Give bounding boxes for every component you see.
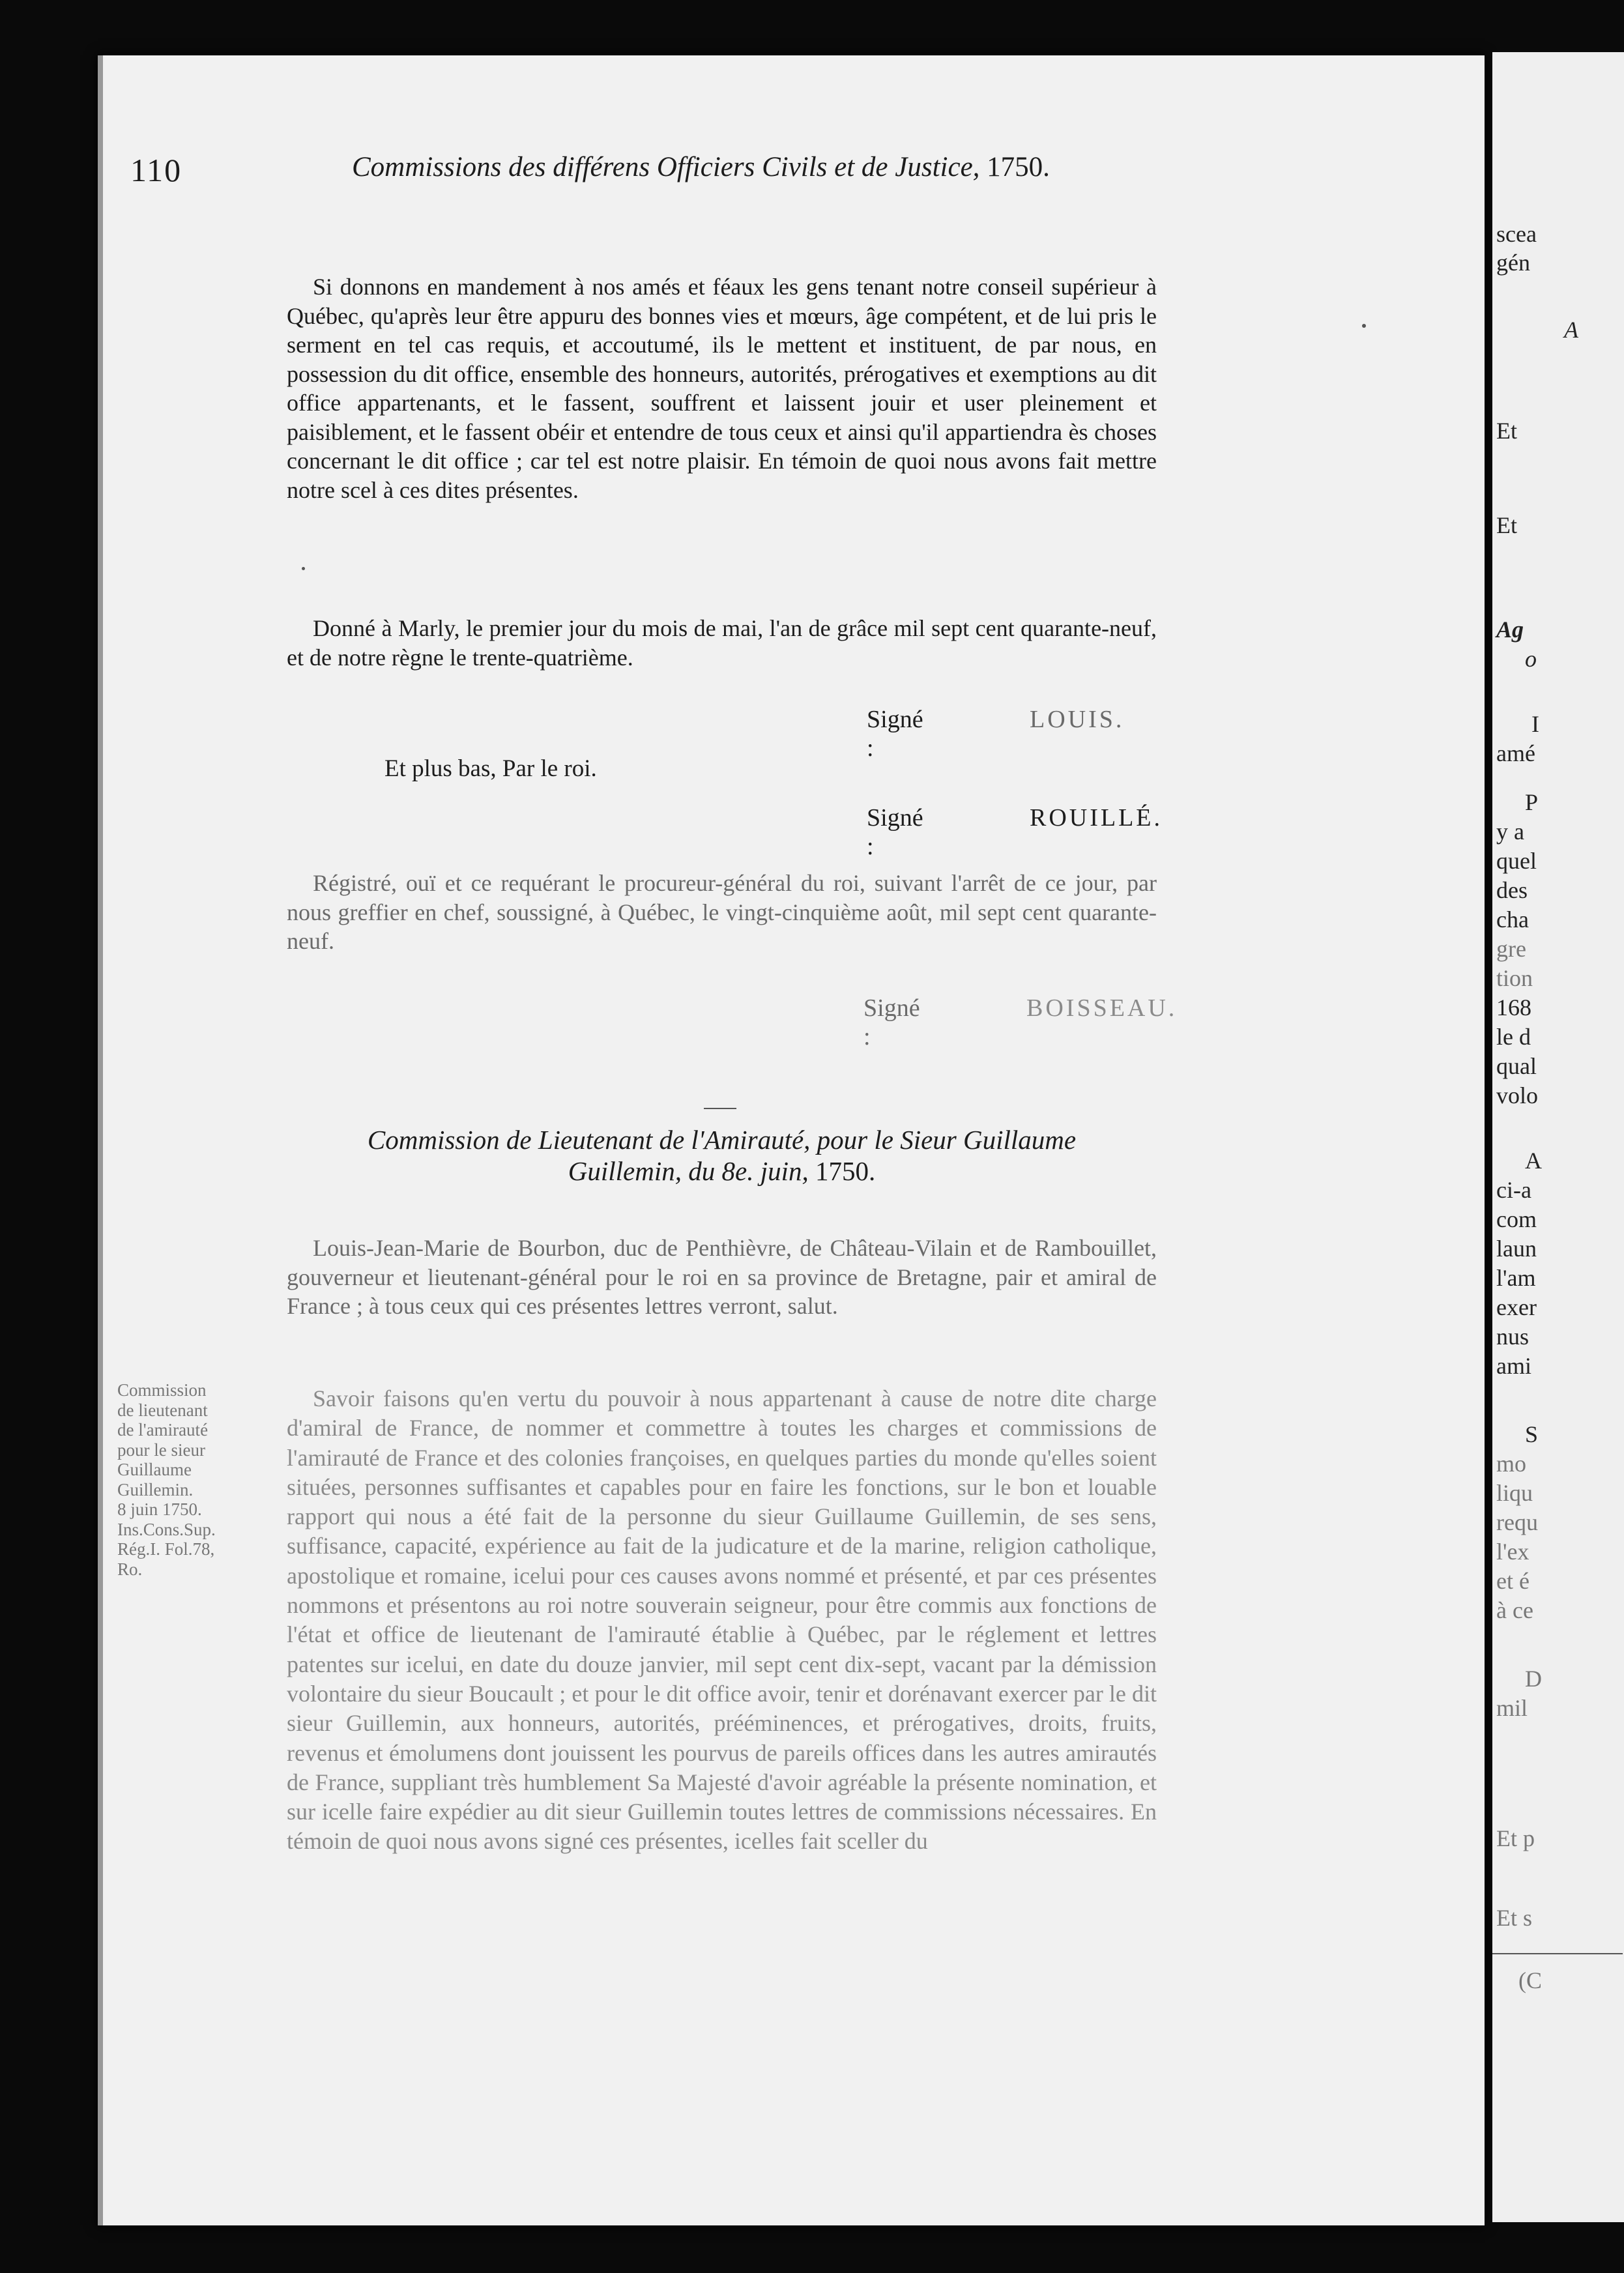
signed-label: Signé : bbox=[867, 804, 923, 860]
section-divider bbox=[704, 1108, 736, 1109]
paragraph-donne-a-marly: Donné à Marly, le premier jour du mois de mai, l'an de grâce mil sept cent quarante-neuf, et de notre règne le trente-quatrième. bbox=[287, 615, 1157, 671]
et-plus-bas: Et plus bas, Par le roi. bbox=[384, 755, 597, 782]
paragraph-mandement: Si donnons en mandement à nos amés et féaux les gens tenant notre conseil supérieur à Québec, qu'après leur être appuru des bonnes vies et mœurs, âge compétent, et de lui pris le serment en tel cas requis, et accoutumé, ils le mettent et instituent, de par nous, en possession du dit office, ensemble des honneurs, autorités, prérogatives et exemptions au dit office appartenants, et le fassent, souffrent et laissent jouir et user pleinement et paisiblement, et le fassent obéir et entendre de tous ceux et ainsi qu'il appartiendra ès choses concernant le dit office ; car tel est notre plaisir. En témoin de quoi nous avons fait mettre notre scel à ces dites présentes. bbox=[287, 274, 1157, 503]
adjacent-page-fragment: scea gén A Et Et Ag o I amé P y a quel des cha gre tion 168 le d qual volo A ci-a com laun l'am exer nus ami S mo liqu requ l'ex et é à ce D mil Et p Et s (C bbox=[1492, 52, 1624, 2222]
section-title-line1: Commission de Lieutenant de l'Amirauté, pour le Sieur Guillaume bbox=[367, 1125, 1077, 1155]
signature-name: ROUILLÉ. bbox=[1030, 804, 1163, 832]
speck bbox=[302, 567, 305, 570]
running-header-year: 1750. bbox=[987, 152, 1050, 182]
paragraph-louis-jean-marie: Louis-Jean-Marie de Bourbon, duc de Penthièvre, de Château-Vilain et de Rambouillet, gouverneur et lieutenant-général pour le roi en sa province de Bretagne, pair et amiral de France ; à tous ceux qui ces présentes lettres verront, salut. bbox=[287, 1235, 1157, 1319]
signature-name: LOUIS. bbox=[1030, 706, 1125, 733]
footnote-rule bbox=[1492, 1953, 1623, 1954]
signed-label: Signé : bbox=[863, 994, 920, 1050]
signed-label: Signé : bbox=[867, 706, 923, 762]
margin-note: Commission de lieutenant de l'amirauté pour le sieur Guillaume Guillemin. 8 juin 1750. Ins.Cons.Sup. Rég.I. Fol.78, Ro. bbox=[117, 1380, 216, 1579]
running-header-title: Commissions des différens Officiers Civils et de Justice, bbox=[352, 152, 980, 182]
signature-name: BOISSEAU. bbox=[1026, 994, 1178, 1022]
section-title-line2: Guillemin, du 8e. juin, 1750. bbox=[568, 1156, 876, 1186]
paragraph-registre: Régistré, ouï et ce requérant le procureur-général du roi, suivant l'arrêt de ce jour, par nous greffier en chef, soussigné, à Québec, le vingt-cinquième août, mil sept cent quarante-neuf. bbox=[287, 870, 1157, 954]
section-title bbox=[287, 1124, 1157, 1187]
page-number: 110 bbox=[130, 152, 182, 188]
running-header bbox=[352, 151, 1277, 183]
paragraph-savoir-faisons: Savoir faisons qu'en vertu du pouvoir à nous appartenant à cause de notre dite charge d'amiral de France, de nommer et commettre à toutes les charges et commissions de l'amirauté de France et des colonies françoises, en quelques parties du monde qu'elles soient situées, personnes suffisantes et capables pour en faire les fonctions, sur le bon et louable rapport qui nous a été fait de la personne du sieur Guillaume Guillemin, de ses sens, suffisance, capacité, expérience au fait de la judicature et de la marine, religion catholique, apostolique et romaine, icelui pour ces causes avons nommé et présenté, et par ces présentes nommons et présentons au roi notre souverain seigneur, pour être commis aux fonctions de l'état et office de lieutenant de l'amirauté établie à Québec, par le réglement et lettres patentes sur icelui, en date du douze janvier, mil sept cent dix-sept, vacant par la démission volontaire du sieur Boucault ; et pour le dit office avoir, tenir et dorénavant exercer par le dit sieur Guillemin, aux honneurs, autorités, prééminences, et prérogatives, droits, fruits, revenus et émolumens dont jouissent les pourvus de pareils offices dans les autres amirautés de France, suppliant très humblement Sa Majesté d'avoir agréable la présente nomination, et sur icelle faire expédier au dit sieur Guillemin toutes lettres de commissions nécessaires. En témoin de quoi nous avons signé ces présentes, icelles fait sceller du bbox=[287, 1385, 1157, 1855]
speck bbox=[1362, 324, 1366, 328]
